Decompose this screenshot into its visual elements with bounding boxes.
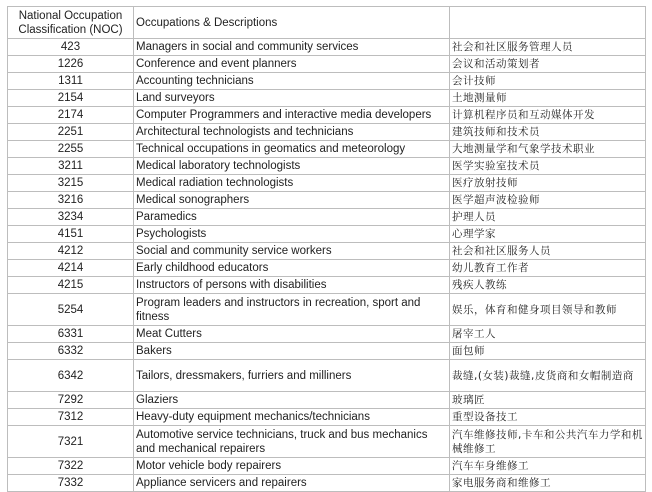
noc-cell: 7332 <box>8 475 134 492</box>
chinese-description-cell: 玻璃匠 <box>450 392 646 409</box>
occupation-cell: Conference and event planners <box>134 56 450 73</box>
occupation-cell: Computer Programmers and interactive media developers <box>134 107 450 124</box>
occupation-cell: Motor vehicle body repairers <box>134 458 450 475</box>
chinese-description-cell: 娱乐，体育和健身项目领导和教师 <box>450 294 646 326</box>
chinese-description-cell: 家电服务商和维修工 <box>450 475 646 492</box>
table-row <box>8 343 646 360</box>
header-noc <box>8 7 134 39</box>
header-occupations: Occupations & Descriptions <box>134 7 450 39</box>
noc-cell: 5254 <box>8 294 134 326</box>
chinese-description-cell: 心理学家 <box>450 226 646 243</box>
chinese-description-cell: 大地测量学和气象学技术职业 <box>450 141 646 158</box>
chinese-description-cell: 幼儿教育工作者 <box>450 260 646 277</box>
header-noc-line2: Classification (NOC) <box>18 23 123 36</box>
chinese-description-cell: 计算机程序员和互动媒体开发 <box>450 107 646 124</box>
occupation-cell: Meat Cutters <box>134 326 450 343</box>
table-row <box>8 56 646 73</box>
occupation-cell: Medical laboratory technologists <box>134 158 450 175</box>
chinese-description-cell: 医学实验室技术员 <box>450 158 646 175</box>
noc-cell: 4215 <box>8 277 134 294</box>
chinese-description-cell: 医疗放射技师 <box>450 175 646 192</box>
chinese-description-cell: 建筑技师和技术员 <box>450 124 646 141</box>
occupation-cell: Instructors of persons with disabilities <box>134 277 450 294</box>
noc-cell: 423 <box>8 39 134 56</box>
occupation-cell: Technical occupations in geomatics and meteorology <box>134 141 450 158</box>
occupation-cell: Managers in social and community services <box>134 39 450 56</box>
table-row <box>8 90 646 107</box>
noc-cell: 7312 <box>8 409 134 426</box>
noc-cell: 1311 <box>8 73 134 90</box>
chinese-description-cell: 面包师 <box>450 343 646 360</box>
noc-cell: 1226 <box>8 56 134 73</box>
table-row <box>8 294 646 326</box>
header-noc-line1: National Occupation <box>18 9 123 22</box>
chinese-description-cell: 社会和社区服务人员 <box>450 243 646 260</box>
chinese-description-cell: 社会和社区服务管理人员 <box>450 39 646 56</box>
noc-cell: 7322 <box>8 458 134 475</box>
noc-cell: 4151 <box>8 226 134 243</box>
header-chinese <box>450 7 646 39</box>
occupation-cell: Medical sonographers <box>134 192 450 209</box>
chinese-description-cell: 汽车车身维修工 <box>450 458 646 475</box>
chinese-description-cell: 护理人员 <box>450 209 646 226</box>
table-row <box>8 326 646 343</box>
table-row <box>8 260 646 277</box>
noc-cell: 3215 <box>8 175 134 192</box>
table-row <box>8 107 646 124</box>
table-row <box>8 73 646 90</box>
chinese-description-cell: 医学超声波检验师 <box>450 192 646 209</box>
noc-cell: 6342 <box>8 360 134 392</box>
occupation-table <box>7 6 646 492</box>
occupation-table-page <box>7 6 645 492</box>
noc-cell: 7321 <box>8 426 134 458</box>
table-row <box>8 192 646 209</box>
noc-cell: 6332 <box>8 343 134 360</box>
noc-cell: 4212 <box>8 243 134 260</box>
occupation-cell: Appliance servicers and repairers <box>134 475 450 492</box>
table-row <box>8 392 646 409</box>
occupation-cell: Accounting technicians <box>134 73 450 90</box>
chinese-description-cell: 汽车维修技师,卡车和公共汽车力学和机械维修工 <box>450 426 646 458</box>
table-body <box>8 39 646 492</box>
occupation-cell: Psychologists <box>134 226 450 243</box>
table-header-row <box>8 7 646 39</box>
occupation-cell: Land surveyors <box>134 90 450 107</box>
noc-cell: 7292 <box>8 392 134 409</box>
chinese-description-cell: 屠宰工人 <box>450 326 646 343</box>
table-row <box>8 360 646 392</box>
chinese-description-cell: 裁缝,(女装)裁缝,皮货商和女帽制造商 <box>450 360 646 392</box>
noc-cell: 6331 <box>8 326 134 343</box>
noc-cell: 2174 <box>8 107 134 124</box>
chinese-description-cell: 会计技师 <box>450 73 646 90</box>
occupation-cell: Glaziers <box>134 392 450 409</box>
chinese-description-cell: 重型设备技工 <box>450 409 646 426</box>
table-row <box>8 243 646 260</box>
occupation-cell: Early childhood educators <box>134 260 450 277</box>
table-row <box>8 175 646 192</box>
table-row <box>8 39 646 56</box>
table-row <box>8 458 646 475</box>
noc-cell: 2154 <box>8 90 134 107</box>
occupation-cell: Architectural technologists and technicians <box>134 124 450 141</box>
table-row <box>8 158 646 175</box>
table-row <box>8 209 646 226</box>
noc-cell: 3216 <box>8 192 134 209</box>
noc-cell: 3234 <box>8 209 134 226</box>
occupation-cell: Paramedics <box>134 209 450 226</box>
table-row <box>8 409 646 426</box>
occupation-cell: Heavy-duty equipment mechanics/technicians <box>134 409 450 426</box>
occupation-cell: Program leaders and instructors in recreation, sport and fitness <box>134 294 450 326</box>
chinese-description-cell: 残疾人教练 <box>450 277 646 294</box>
occupation-cell: Social and community service workers <box>134 243 450 260</box>
occupation-cell: Bakers <box>134 343 450 360</box>
occupation-cell: Medical radiation technologists <box>134 175 450 192</box>
noc-cell: 2251 <box>8 124 134 141</box>
table-row <box>8 475 646 492</box>
noc-cell: 3211 <box>8 158 134 175</box>
occupation-cell: Automotive service technicians, truck and bus mechanics and mechanical repairers <box>134 426 450 458</box>
table-row <box>8 226 646 243</box>
chinese-description-cell: 土地测量师 <box>450 90 646 107</box>
chinese-description-cell: 会议和活动策划者 <box>450 56 646 73</box>
noc-cell: 2255 <box>8 141 134 158</box>
table-row <box>8 277 646 294</box>
table-row <box>8 426 646 458</box>
occupation-cell: Tailors, dressmakers, furriers and milliners <box>134 360 450 392</box>
table-row <box>8 141 646 158</box>
table-row <box>8 124 646 141</box>
noc-cell: 4214 <box>8 260 134 277</box>
